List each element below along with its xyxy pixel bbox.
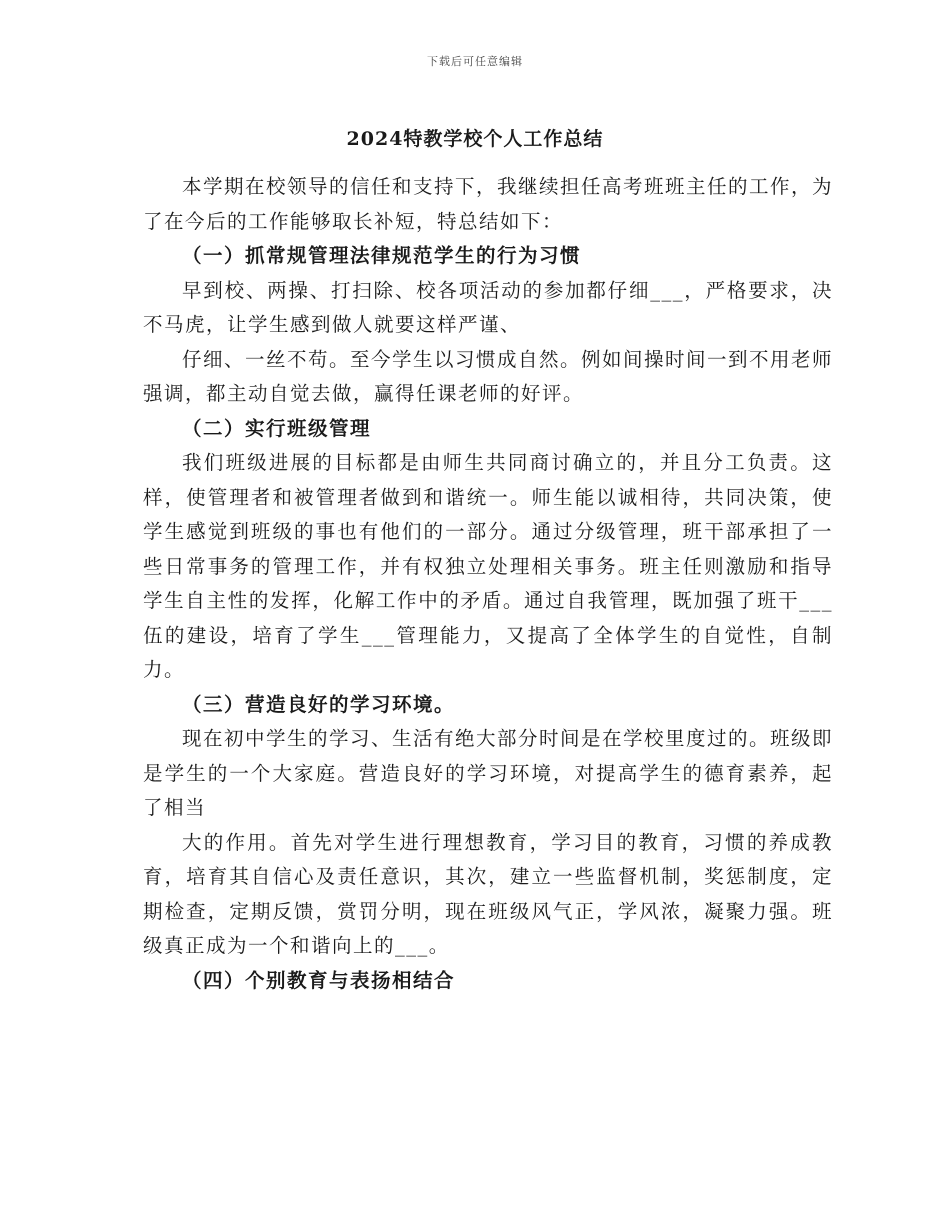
section-heading-1: （一）抓常规管理法律规范学生的行为习惯 [182,244,582,267]
document-title: 2024特教学校个人工作总结 [346,128,604,150]
paragraph: 现在初中学生的学习、生活有绝大部分时间是在学校里度过的。班级即是学生的一个大家庭。营造良好的学习环境，对提高学生的德育素养，起了相当 [143,727,834,819]
header-note: 下载后可任意编辑 [427,55,523,68]
section-heading-4: （四）个别教育与表扬相结合 [182,968,456,992]
paragraph: 早到校、两操、打扫除、校各项活动的参加都仔细___，严格要求，决不马虎，让学生感到做人就要这样严谨、 [143,278,833,336]
paragraph: 我们班级进展的目标都是由师生共同商讨确立的，并且分工负责。这样，使管理者和被管理者做到和谐统一。师生能以诚相待，共同决策，使学生感觉到班级的事也有他们的一部分。通过分级管理，班干部承担了一些日常事务的管理工作，并有权独立处理相关事务。班主任则激励和指导学生自主性的发挥，化解工作中的矛盾。通过自我管理，既加强了班干___伍的建设，培育了学生___管理能力，又提高了全体学生的自觉性，自制力。 [143,451,833,681]
paragraph: 仔细、一丝不苟。至今学生以习惯成自然。例如间操时间一到不用老师强调，都主动自觉去做，赢得任课老师的好评。 [143,347,834,405]
paragraph-intro: 本学期在校领导的信任和支持下，我继续担任高考班班主任的工作，为了在今后的工作能够取长补短，特总结如下： [143,175,834,233]
section-heading-2: （二）实行班级管理 [182,416,372,440]
document-body [143,170,833,998]
paragraph: 大的作用。首先对学生进行理想教育，学习目的教育，习惯的养成教育，培育其自信心及责任意识，其次，建立一些监督机制，奖惩制度，定期检查，定期反馈，赏罚分明，现在班级风气正，学风浓，凝聚力强。班级真正成为一个和谐向上的___。 [143,830,833,957]
section-heading-3: （三）营造良好的学习环境。 [182,692,456,716]
